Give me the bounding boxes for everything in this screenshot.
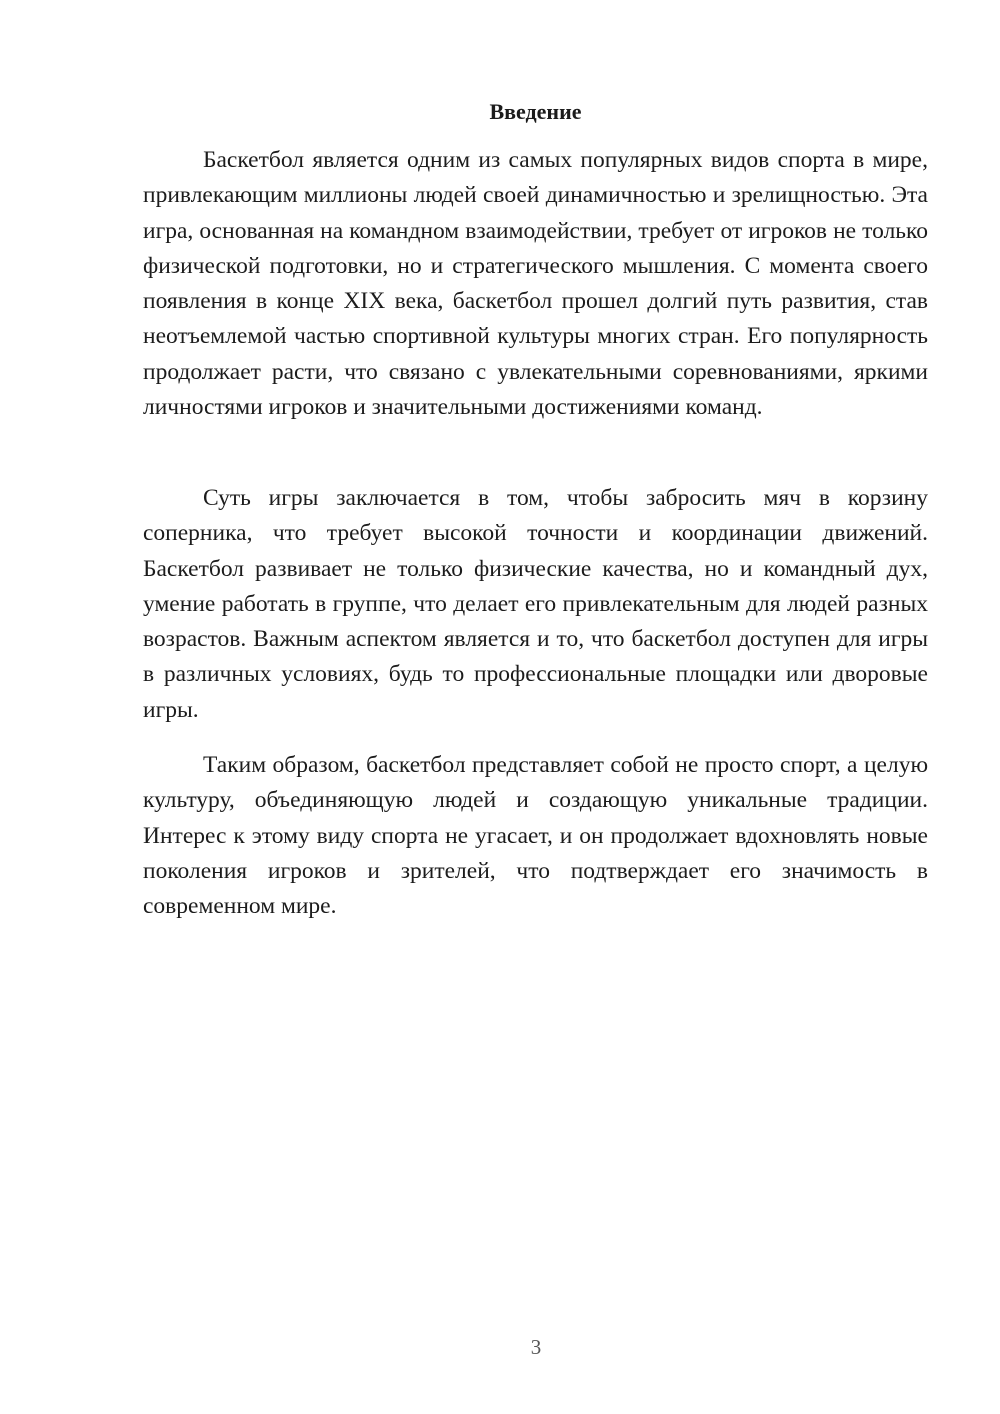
paragraph-intro: Баскетбол является одним из самых популярных видов спорта в мире, привлекающим миллионы людей своей динамичностью и зрелищностью. Эта игра, основанная на командном взаимодействии, требует от игроков не только физической подготовки, но и стратегического мышления. С момента своего появления в конце XIX века, баскетбол прошел долгий путь развития, став неотъемлемой частью спортивной культуры многих стран. Его популярность продолжает расти, что связано с увлекательными соревнованиями, яркими личностями игроков и значительными достижениями команд. — [143, 147, 928, 421]
section-title: Введение — [489, 99, 582, 124]
page-number: 3 — [530, 1335, 542, 1359]
paragraph-game-essence: Суть игры заключается в том, чтобы забросить мяч в корзину соперника, что требует высокой точности и координации движений. Баскетбол развивает не только физические качества, но и командный дух, умение работать в группе, что делает его привлекательным для людей разных возрастов. Важным аспектом является и то, что баскетбол доступен для игры в различных условиях, будь то профессиональные площадки или дворовые игры. — [143, 485, 928, 723]
paragraph-conclusion: Таким образом, баскетбол представляет собой не просто спорт, а целую культуру, объединяющую людей и создающую уникальные традиции. Интерес к этому виду спорта не угасает, и он продолжает вдохновлять новые поколения игроков и зрителей, что подтверждает его значимость в современном мире. — [143, 752, 928, 920]
